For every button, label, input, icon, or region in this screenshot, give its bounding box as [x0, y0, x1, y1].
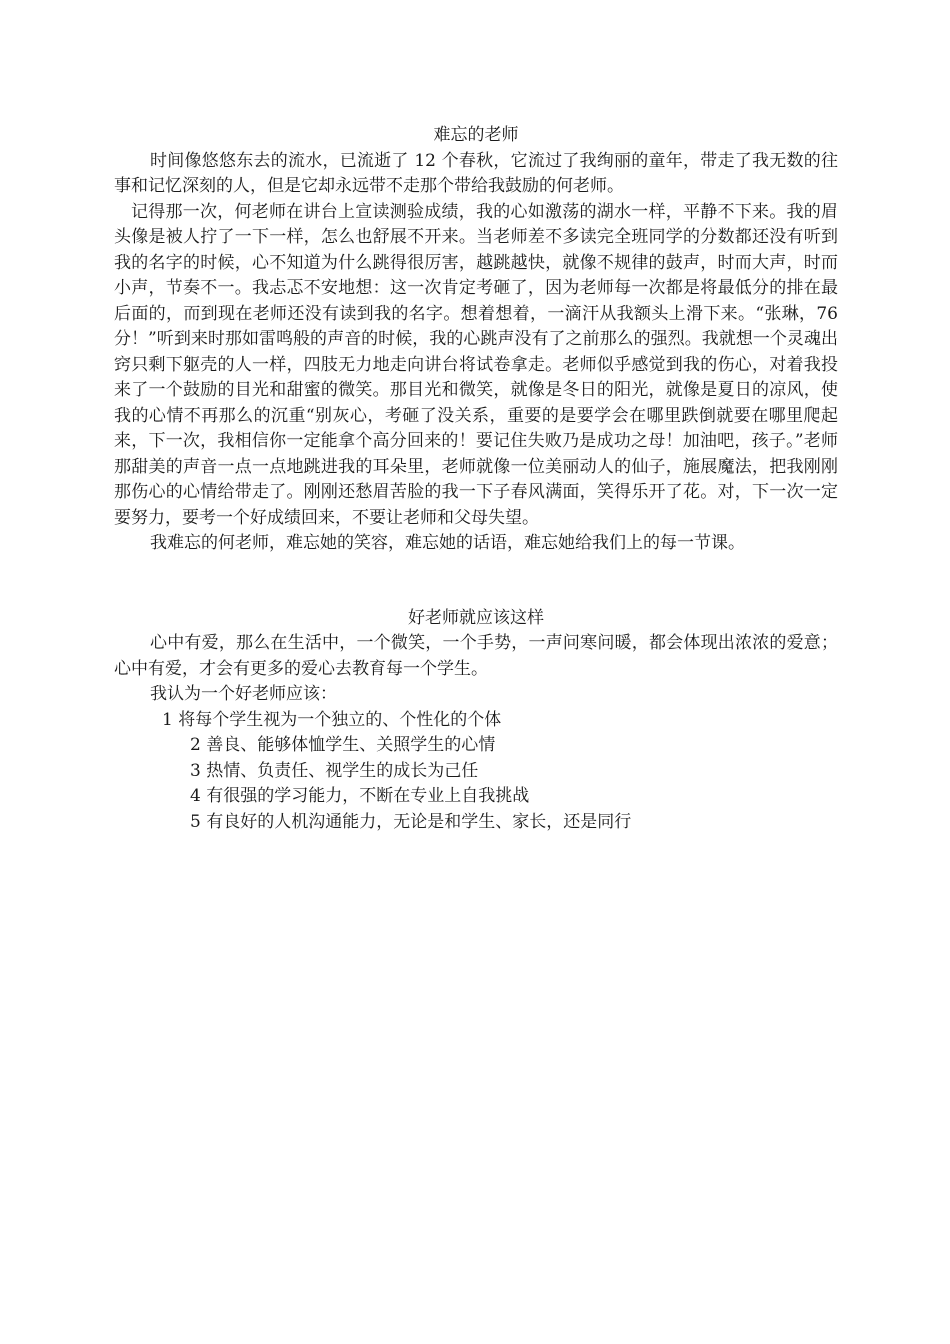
article-1-paragraph-2: 记得那一次，何老师在讲台上宣读测验成绩，我的心如激荡的湖水一样，平静不下来。我的眉头像是被人拧了一下一样，怎么也舒展不开来。当老师差不多读完全班同学的分数都还没有听到我的名字的时候，心不知道为什么跳得很厉害，越跳越快，就像不规律的鼓声，时而大声，时而小声，节奏不一。我忐忑不安地想：这一次肯定考砸了，因为老师每一次都是将最低分的排在最后面的，而到现在老师还没有读到我的名字。想着想着，一滴汗从我额头上滑下来。“张琳，76 分！”听到来时那如雷鸣般的声音的时候，我的心跳声没有了之前那么的强烈。我就想一个灵魂出窍只剩下躯壳的人一样，四肢无力地走向讲台将试卷拿走。老师似乎感觉到我的伤心，对着我投来了一个鼓励的目光和甜蜜的微笑。那目光和微笑，就像是冬日的阳光，就像是夏日的凉风，使我的心情不再那么的沉重“别灰心，考砸了没关系，重要的是要学会在哪里跌倒就要在哪里爬起来，下一次，我相信你一定能拿个高分回来的！要记住失败乃是成功之母！加油吧，孩子。”老师那甜美的声音一点一点地跳进我的耳朵里，老师就像一位美丽动人的仙子，施展魔法，把我刚刚那伤心的心情给带走了。刚刚还愁眉苦脸的我一下子春风满面，笑得乐开了花。对，下一次一定要努力，要考一个好成绩回来，不要让老师和父母失望。 — [114, 201, 844, 528]
article-2-paragraph-1: 心中有爱，那么在生活中，一个微笑，一个手势，一声问寒问暖，都会体现出浓浓的爱意；心中有爱，才会有更多的爱心去教育每一个学生。 — [114, 633, 838, 679]
article-2-paragraph-2: 我认为一个好老师应该： — [150, 684, 337, 704]
list-item: 3 热情、负责任、视学生的成长为己任 — [190, 760, 479, 781]
article-1-title: 难忘的老师 — [433, 125, 519, 145]
section-spacer — [114, 557, 838, 606]
list-item: 1 将每个学生视为一个独立的、个性化的个体 — [162, 709, 502, 730]
qualities-list — [114, 708, 838, 836]
document-body — [114, 123, 844, 835]
list-item: 2 善良、能够体恤学生、关照学生的心情 — [190, 735, 496, 755]
list-item: 4 有很强的学习能力，不断在专业上自我挑战 — [190, 786, 530, 806]
article-1-paragraph-1: 时间像悠悠东去的流水，已流逝了 12 个春秋，它流过了我绚丽的童年，带走了我无数的往事和记忆深刻的人，但是它却永远带不走那个带给我鼓励的何老师。 — [114, 150, 838, 196]
list-item: 5 有良好的人机沟通能力，无论是和学生、家长，还是同行 — [190, 811, 632, 832]
article-2-title: 好老师就应该这样 — [408, 607, 544, 628]
article-1-paragraph-3: 我难忘的何老师，难忘她的笑容，难忘她的话语，难忘她给我们上的每一节课。 — [150, 533, 745, 553]
